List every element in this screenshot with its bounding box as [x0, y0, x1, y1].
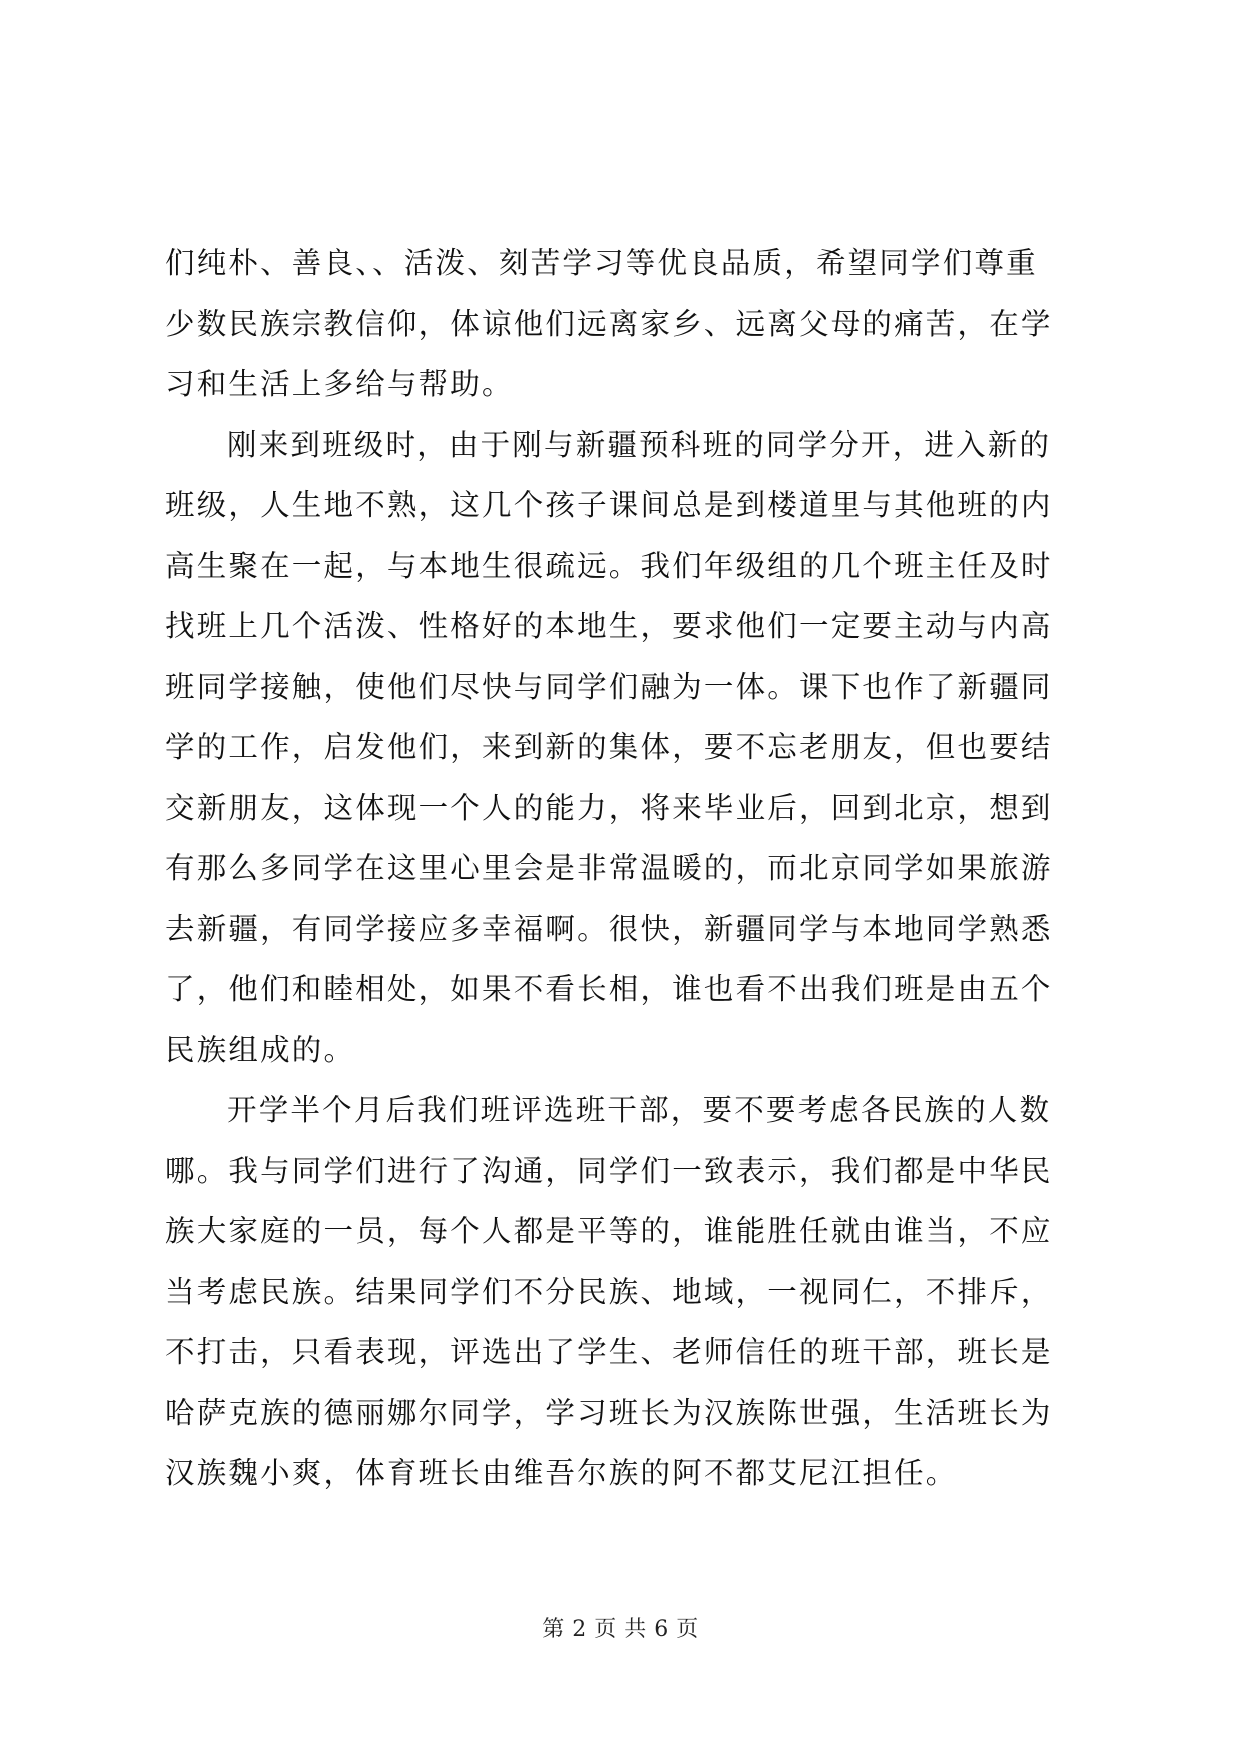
text-line: 哪。我与同学们进行了沟通，同学们一致表示，我们都是中华民: [165, 1153, 1053, 1188]
text-line: 不打击，只看表现，评选出了学生、老师信任的班干部，班长是: [165, 1335, 1053, 1369]
text-line: 汉族魏小爽，体育班长由维吾尔族的阿不都艾尼江担任。: [165, 1456, 958, 1490]
text-line: 去新疆，有同学接应多幸福啊。很快，新疆同学与本地同学熟悉: [165, 911, 1053, 946]
text-line: 高生聚在一起，与本地生很疏远。我们年级组的几个班主任及时: [165, 548, 1053, 583]
text-line: 们纯朴、善良、、活泼、刻苦学习等优良品质，希望同学们尊重: [165, 246, 1038, 280]
text-line: 民族组成的。: [165, 1032, 356, 1067]
text-line: 少数民族宗教信仰，体谅他们远离家乡、远离父母的痛苦，在学: [165, 306, 1053, 341]
paragraph-start-line: 开学半个月后我们班评选班干部，要不要考虑各民族的人数: [227, 1093, 1052, 1127]
text-line: 习和生活上多给与帮助。: [165, 367, 514, 401]
text-line: 班级，人生地不熟，这几个孩子课间总是到楼道里与其他班的内: [165, 488, 1053, 522]
document-body: [165, 233, 1100, 1504]
text-line: 交新朋友，这体现一个人的能力，将来毕业后，回到北京，想到: [165, 790, 1053, 825]
text-line: 当考虑民族。结果同学们不分民族、地域，一视同仁，不排斥，: [165, 1274, 1053, 1309]
text-line: 找班上几个活泼、性格好的本地生，要求他们一定要主动与内高: [165, 609, 1053, 643]
text-line: 有那么多同学在这里心里会是非常温暖的，而北京同学如果旅游: [165, 851, 1053, 885]
paragraph-start-line: 刚来到班级时，由于刚与新疆预科班的同学分开，进入新的: [227, 427, 1052, 462]
text-line: 了，他们和睦相处，如果不看长相，谁也看不出我们班是由五个: [165, 972, 1053, 1006]
text-line: 族大家庭的一员，每个人都是平等的，谁能胜任就由谁当，不应: [165, 1214, 1053, 1248]
text-line: 哈萨克族的德丽娜尔同学，学习班长为汉族陈世强，生活班长为: [165, 1395, 1053, 1430]
text-line: 班同学接触，使他们尽快与同学们融为一体。课下也作了新疆同: [165, 669, 1053, 704]
text-line: 学的工作，启发他们，来到新的集体，要不忘老朋友，但也要结: [165, 730, 1053, 764]
page-number-footer: 第 2 页 共 6 页: [542, 1617, 699, 1642]
